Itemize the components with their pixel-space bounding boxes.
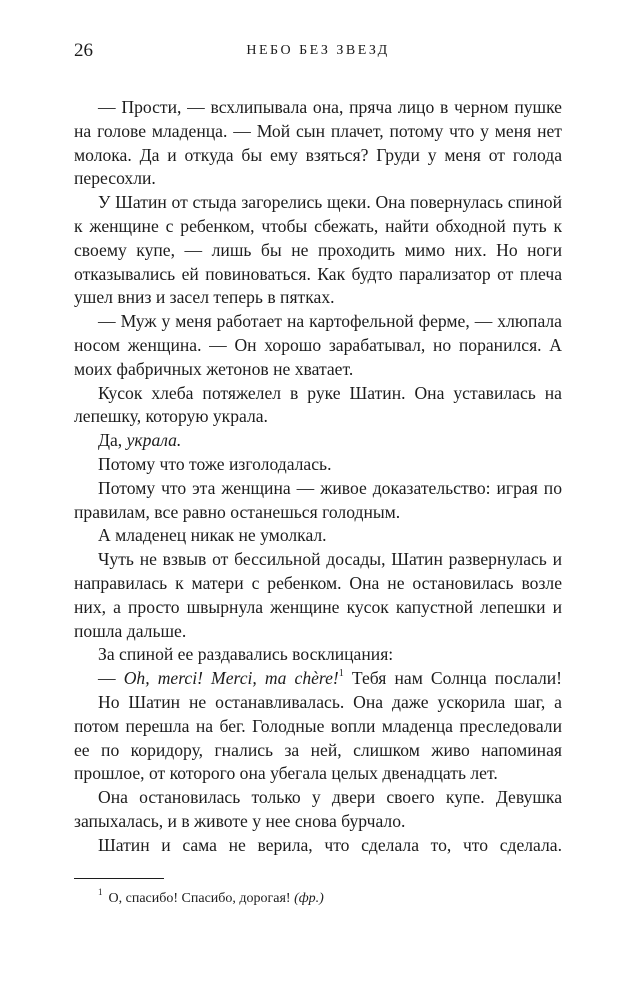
page-header [74,40,562,72]
dialogue-dash: — [98,668,124,689]
paragraph: За спиной ее раздавались восклицания: [98,644,394,665]
paragraph: — Прости, — всхлипывала она, пряча лицо в черном пушке на голове младенца. — Мой сын плачет, потому что у меня нет молока. Да и откуда бы ему взяться? Груди у меня от голода пересохли. [74,97,562,189]
footnote-divider [74,878,164,879]
body-text [74,96,562,858]
page-number: 26 [74,40,93,61]
paragraph: Чуть не взвыв от бессильной досады, Шатин развернулась и направилась к матери с ребенком. Она не остановилась возле них, а просто швырнула женщине кусок капустной лепешки и пошла дальше. [74,549,562,641]
italic-word: украла. [126,430,182,451]
paragraph: У Шатин от стыда загорелись щеки. Она повернулась спиной к женщине с ребенком, чтобы сбежать, найти обходной путь к своему купе, — лишь бы не проходить мимо них. Но ноги отказывались ей повиноваться. Как будто парализатор от плеча ушел вниз и засел теперь в пятках. [74,192,562,308]
paragraph: Но Шатин не останавливалась. Она даже ускорила шаг, а потом перешла на бег. Голодные вопли младенца преследовали ее по коридору, гнались за ней, слишком живо напоминая прошлое, от которого она убегала целых двенадцать лет. [74,691,562,784]
paragraph: А младенец никак не умолкал. [98,525,327,546]
french-exclamation: Oh, merci! Merci, ma chère! [123,668,339,689]
paragraph-text: Тебя нам Солнца послали! [343,668,563,689]
footnote-language-note: (фр.) [294,890,324,906]
paragraph: Потому что тоже изголодалась. [98,453,332,474]
paragraph: Потому что эта женщина — живое доказательство: играя по правилам, все равно останешься голодным. [74,477,562,522]
paragraph [74,667,562,691]
paragraph [74,429,562,453]
footnote-text: О, спасибо! Спасибо, дорогая! [108,890,295,906]
book-page [74,40,562,908]
paragraph: — Муж у меня работает на картофельной ферме, — хлюпала носом женщина. — Он хорошо зарабатывал, но поранился. А моих фабричных жетонов не хватает. [74,311,562,379]
running-title: НЕБО БЕЗ ЗВЕЗД [246,43,390,58]
paragraph: Кусок хлеба потяжелел в руке Шатин. Она уставилась на лепешку, которую украла. [74,382,562,427]
paragraph-text: Да, [98,430,127,451]
footnote-reference: 1 [338,668,344,680]
paragraph: Шатин и сама не верила, что сделала то, что сделала. [98,834,562,855]
footnote [74,886,562,908]
footnote-marker: 1 [98,886,103,897]
paragraph: Она остановилась только у двери своего купе. Девушка запыхалась, и в животе у нее снова бурчало. [74,787,562,831]
